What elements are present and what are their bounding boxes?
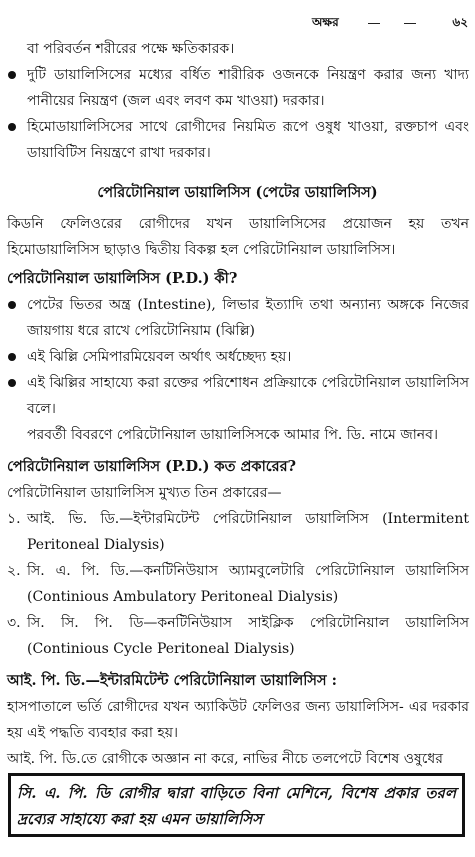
- header-left-text: অক্ষর: [312, 15, 339, 29]
- section-title: পেরিটোনিয়াল ডায়ালিসিস (পেটের ডায়ালিসিস): [97, 184, 378, 201]
- list-item: [0, 114, 475, 166]
- bullet-icon: [8, 379, 16, 387]
- item-number: ২.: [7, 563, 21, 579]
- list-item-text: এই ঝিল্লির সাহায্যে করা রক্তের পরিশোধন প্রক্রিয়াকে পেরিটোনিয়াল ডায়ালিসিস বলে।: [27, 375, 469, 417]
- section-intro: কিডনি ফেলিওরের রোগীদের যখন ডায়ালিসিসের প্রয়োজন হয় তখন হিমোডায়ালিসিস ছাড়াও দ্বিতীয় বিকল্প হল পেরিটোনিয়াল ডায়ালিসিস।: [7, 216, 469, 258]
- ipd-paragraph: আই. পি. ডি.তে রোগীকে অজ্ঞান না করে, নাভির নীচে তলপেটে বিশেষ ওষুধের: [7, 751, 443, 767]
- header-rule-mark: [368, 23, 380, 24]
- list-item: [0, 292, 475, 344]
- item-text: সি. এ. পি. ডি.—কনটিনিউয়াস অ্যামবুলেটারি পেরিটোনিয়াল ডায়ালিসিস (Continious Ambulatory Peritoneal Dialysis): [27, 563, 469, 605]
- item-text: সি. সি. পি. ডি—কনটিনিউয়াস সাইক্লিক পেরিটোনিয়াল ডায়ালিসিস (Continious Cycle Peritoneal Dialysis): [27, 615, 469, 657]
- numbered-item: [0, 610, 475, 662]
- page-header: [300, 14, 470, 34]
- ipd-paragraph: হাসপাতালে ভর্তি রোগীদের যখন অ্যাকিউট ফেলিওর জন্য ডায়ালিসিস- এর দরকার হয় এই পদ্ধতি ব্যবহার করা হয়।: [7, 699, 469, 741]
- item-text: আই. ভি. ডি.—ইন্টারমিটেন্ট পেরিটোনিয়াল ডায়ালিসিস (Intermitent Peritoneal Dialysis): [27, 511, 469, 553]
- list-item-text: পেটের ভিতর অন্ত্র (Intestine), লিভার ইত্যাদি তথা অন্যান্য অঙ্গকে নিজের জায়গায় ধরে রাখে পেরিটোনিয়াম (ঝিল্লি): [27, 297, 469, 339]
- list-item-text: এই ঝিল্লি সেমিপারমিয়েবল অর্থাৎ অর্ধচ্ছেদ্য হয়।: [27, 349, 292, 365]
- types-intro: পেরিটোনিয়াল ডায়ালিসিস মুখ্যত তিন প্রকারের—: [7, 485, 282, 501]
- what-is-heading: পেরিটোনিয়াল ডায়ালিসিস (P.D.) কী?: [7, 270, 238, 287]
- header-rule-mark: [404, 23, 416, 24]
- list-item-text: দুটি ডায়ালিসিসের মধ্যের বর্ধিত শারীরিক ওজনকে নিয়ন্ত্রণ করার জন্য খাদ্য পানীয়ের নিয়ন্ত্রণ (জল এবং লবণ কম খাওয়া) দরকার।: [27, 67, 469, 109]
- list-item: [0, 344, 475, 370]
- item-number: ৩.: [7, 615, 21, 631]
- page-number: ৬২: [452, 15, 468, 29]
- bullet-icon: [8, 123, 16, 131]
- bullet-icon: [8, 353, 16, 361]
- continuation-text: বা পরিবর্তন শরীরের পক্ষে ক্ষতিকারক।: [27, 41, 235, 57]
- note-text: পরবর্তী বিবরণে পেরিটোনিয়াল ডায়ালিসিসকে আমার পি. ডি. নামে জানব।: [27, 427, 438, 443]
- list-item-text: হিমোডায়ালিসিসের সাথে রোগীদের নিয়মিত রূপে ওষুধ খাওয়া, রক্তচাপ এবং ডায়াবিটিস নিয়ন্ত্রণে রাখা দরকার।: [27, 119, 469, 161]
- list-item: [0, 370, 475, 422]
- ipd-heading: আই. পি. ডি.—ইন্টারমিটেন্ট পেরিটোনিয়াল ডায়ালিসিস :: [7, 672, 337, 689]
- bullet-icon: [8, 71, 16, 79]
- list-item: [0, 62, 475, 114]
- item-number: ১.: [7, 511, 21, 527]
- highlight-box: সি. এ. পি. ডি রোগীর দ্বারা বাড়িতে বিনা মেশিনে, বিশেষ প্রকার তরল দ্রব্যের সাহায্যে করা হয় এমন ডায়ালিসিস: [8, 773, 465, 837]
- numbered-item: [0, 506, 475, 558]
- bullet-icon: [8, 301, 16, 309]
- numbered-item: [0, 558, 475, 610]
- page-body: [0, 36, 475, 772]
- types-heading: পেরিটোনিয়াল ডায়ালিসিস (P.D.) কত প্রকারের?: [7, 458, 297, 475]
